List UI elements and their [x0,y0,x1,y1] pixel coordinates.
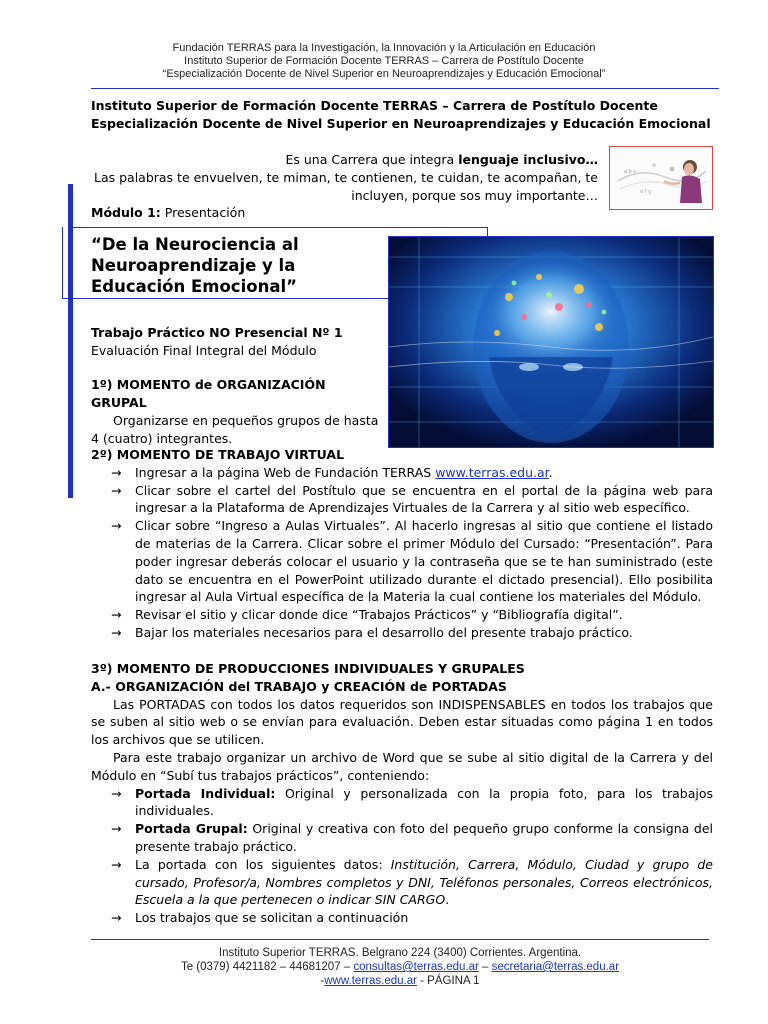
list-item: → Bajar los materiales necesarios para el desarrollo del presente trabajo práctico. [111,624,633,640]
list-item: → Portada Individual: Original y personalizada con la propia foto, para los trabajos individuales. [111,785,713,819]
momento-3-subtitle: A.- ORGANIZACIÓN del TRABAJO y CREACIÓN de PORTADAS [91,678,507,694]
list-item: → Revisar el sitio y clicar donde dice “Trabajos Prácticos” y “Bibliografía digital”. [111,607,623,623]
institution-block [91,97,711,133]
header-line-1: Fundación TERRAS para la Investigación, la Innovación y la Articulación en Educación [172,42,596,54]
title-frame-top [72,227,488,228]
arrow-right-icon: → [111,910,122,926]
tp-block [91,324,343,360]
arrow-right-icon: → [111,856,122,872]
header-line-3: “Especialización Docente de Nivel Superior en Neuroaprendizajes y Educación Emocional” [162,68,606,80]
inclusive-language-illustration [609,146,713,210]
intro-line-1: Es una Carrera que integra lenguaje inclusivo… [285,152,598,167]
woman-letters-icon [610,147,712,209]
title-frame-bottom [62,298,392,299]
momento-1-title: 1º) MOMENTO de ORGANIZACIÓN GRUPAL [91,377,326,410]
arrow-right-icon: → [111,464,122,480]
momento-2 [91,446,713,642]
page-footer [0,946,768,988]
footer-web-page: -www.terras.edu.ar - PÁGINA 1 [320,975,480,987]
arrow-right-icon: → [111,482,122,498]
arrow-right-icon: → [111,821,122,837]
brain-head-icon [389,237,713,447]
momento-3-paragraph-2: Para este trabajo organizar un archivo de Word que se sube al sitio digital de la Carrera y del Módulo en “Subí tus trabajos prácticos”, conteniendo: [91,749,713,783]
svg-text:a b c: a b c [624,169,637,175]
list-item: → La portada con los siguientes datos: Institución, Carrera, Módulo, Ciudad y grupo de cursado, Profesor/a, Nombres completos y DNI, Teléfonos personales, Correos electrónicos, Escuela a la que pertenecen o indicar SIN CARGO. [111,856,713,908]
institution-line-2: Especialización Docente de Nivel Superior en Neuroaprendizajes y Educación Emocional [91,116,711,131]
arrow-right-icon: → [111,518,122,534]
momento-1-line-1: Organizarse en pequeños grupos de hasta [113,413,379,428]
email-consultas-link[interactable]: consultas@terras.edu.ar [353,961,479,973]
intro-line-3: incluyen, porque sos muy importante… [351,188,598,203]
neuroscience-brain-image [388,236,714,448]
footer-divider [91,939,709,940]
header-divider [91,88,719,89]
footer-website-link[interactable]: www.terras.edu.ar [324,975,417,987]
svg-text:e f g: e f g [640,189,652,195]
list-item: → Portada Grupal: Original y creativa con foto del pequeño grupo conforme la consigna del presente trabajo práctico. [111,821,714,854]
module-title: “De la Neurociencia al Neuroaprendizaje y la Educación Emocional” [91,235,299,296]
intro-block [78,151,598,205]
list-item: → Los trabajos que se solicitan a continuación [111,910,409,926]
module-label: Módulo 1: Presentación [91,205,246,220]
momento-3-title: 3º) MOMENTO DE PRODUCCIONES INDIVIDUALES Y GRUPALES [91,661,525,676]
momento-1-line-2: 4 (cuatro) integrantes. [91,431,233,446]
email-secretaria-link[interactable]: secretaria@terras.edu.ar [491,961,620,973]
footer-contacts: Te (0379) 4421182 – 44681207 – consultas@terras.edu.ar – secretaria@terras.edu.ar [180,961,620,973]
tp-title: Trabajo Práctico NO Presencial Nº 1 [91,325,343,340]
institution-line-1: Instituto Superior de Formación Docente TERRAS – Carrera de Postítulo Docente [91,98,658,113]
list-item: → Clicar sobre “Ingreso a Aulas Virtuales”. Al hacerlo ingresas al sitio que contiene el listado de materias de la Carrera. Clicar sobre el primer Módulo del Cursado: “Presentación”. Para poder ingresar deberás colocar el usuario y la contraseña que se te han suministrado (este dato se encuentra en el PowerPoint utilizado durante el dictado presencial). Ello posibilita ingresar al Aula Virtual específica de la Materia la cual contiene los materiales del Módulo. [111,518,713,605]
header-line-2: Instituto Superior de Formación Docente TERRAS – Carrera de Postítulo Docente [184,55,584,67]
footer-address: Instituto Superior TERRAS. Belgrano 224 (3400) Corrientes. Argentina. [218,947,582,959]
left-accent-bar [68,184,73,498]
intro-line-2: Las palabras te envuelven, te miman, te contienen, te cuidan, te acompañan, te [93,170,598,185]
list-item: → Clicar sobre el cartel del Postítulo que se encuentra en el portal de la página web para ingresar a la Plataforma de Aprendizajes Virtuales de la Carrera y al sitio web específico. [111,482,713,516]
arrow-right-icon: → [111,624,122,640]
arrow-right-icon: → [111,785,122,801]
momento-3 [91,660,713,927]
title-frame-left [62,227,63,299]
momento-3-paragraph-1: Las PORTADAS con todos los datos requeridos son INDISPENSABLES en todos los trabajos que se suben al sitio web o se envían para evaluación. Deben estar situadas como página 1 en todos los archivos que se utilicen. [91,696,713,748]
list-item: → Ingresar a la página Web de Fundación TERRAS www.terras.edu.ar. [111,464,553,480]
tp-subtitle: Evaluación Final Integral del Módulo [91,343,317,358]
terras-website-link[interactable]: www.terras.edu.ar [435,464,549,480]
page-header [0,42,768,81]
momento-2-title: 2º) MOMENTO DE TRABAJO VIRTUAL [91,447,345,462]
momento-1 [91,376,383,448]
arrow-right-icon: → [111,607,122,623]
